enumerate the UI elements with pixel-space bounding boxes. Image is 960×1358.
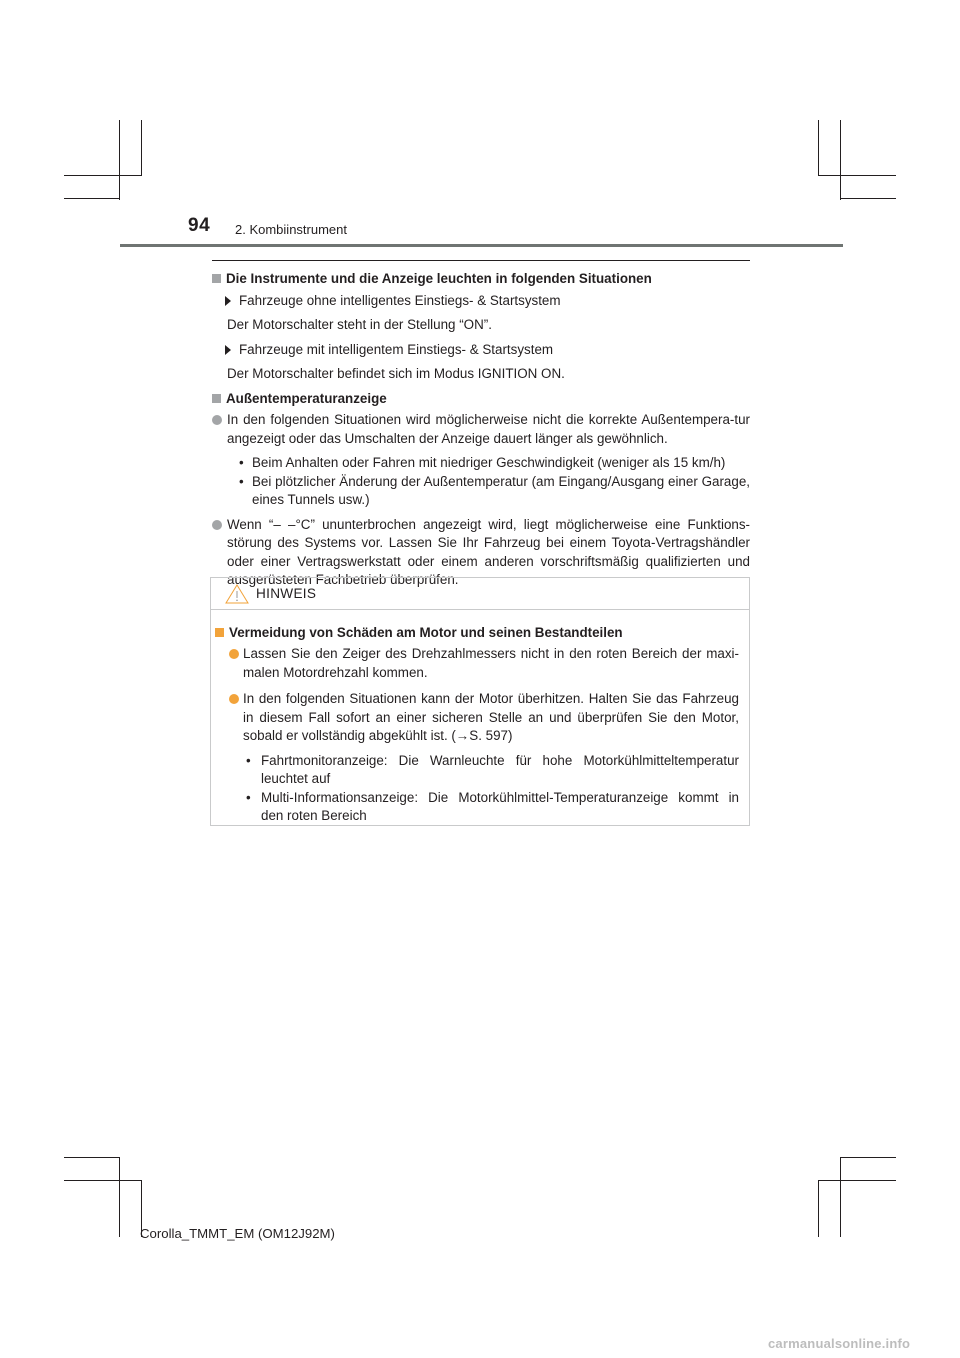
section-heading-illumination: Die Instrumente und die Anzeige leuchten in folgenden Situationen xyxy=(212,269,750,288)
header-rule xyxy=(120,244,843,247)
notice-body xyxy=(211,610,749,826)
vehicle-variant-label: Fahrzeuge ohne intelligentes Einstiegs- & Startsystem xyxy=(212,291,750,310)
crop-mark xyxy=(64,1180,142,1181)
list-item: • Fahrtmonitoranzeige: Die Warnleuchte für hohe Motorkühlmitteltemperatur leuchtet auf xyxy=(246,752,739,786)
vehicle-variant-label: Fahrzeuge mit intelligentem Einstiegs- & Startsystem xyxy=(212,340,750,359)
round-bullet-icon xyxy=(212,415,222,425)
list-item: • Bei plötzlicher Änderung der Außentemperatur (am Eingang/Ausgang einer Garage, eines Tunnels usw.) xyxy=(239,473,750,507)
crop-mark xyxy=(141,120,142,175)
dot-marker-icon: • xyxy=(239,473,244,489)
notice-header xyxy=(211,578,749,610)
dot-marker-icon: • xyxy=(239,455,244,470)
sub-list xyxy=(215,752,739,826)
crop-mark xyxy=(818,175,896,176)
bullet-item: Lassen Sie den Zeiger des Drehzahlmessers nicht in den roten Bereich der maxi-malen Motordrehzahl kommen. xyxy=(215,645,739,682)
list-item: • Beim Anhalten oder Fahren mit niedriger Geschwindigkeit (weniger als 15 km/h) xyxy=(212,454,750,473)
crop-mark xyxy=(64,1157,120,1158)
crop-mark xyxy=(818,1180,819,1237)
list-item: • Multi-Informationsanzeige: Die Motorkühlmittel-Temperaturanzeige kommt in den roten Bereich xyxy=(246,789,739,823)
warning-triangle-icon xyxy=(225,584,249,604)
crop-mark xyxy=(119,120,120,200)
watermark: carmanualsonline.info xyxy=(768,1336,911,1351)
crop-mark xyxy=(818,1180,896,1181)
bullet-item: Wenn “– –°C” ununterbrochen angezeigt wird, liegt möglicherweise eine Funktions-störung des Systems vor. Lassen Sie Ihr Fahrzeug bei einem Toyota-Vertragshändler oder einer Vertragswerkstatt oder einem anderen vorschriftsmäßig qualifizierten und ausgerüsteten Fachbetrieb überprüfen. xyxy=(212,516,750,590)
chapter-title: 2. Kombiinstrument xyxy=(235,222,347,237)
page-number: 94 xyxy=(188,215,211,236)
dot-marker-icon: • xyxy=(246,789,251,805)
section-heading-outside-temperature: Außentemperaturanzeige xyxy=(212,389,750,408)
triangle-arrow-icon xyxy=(225,345,231,355)
dot-marker-icon: • xyxy=(246,752,251,768)
document-id: Corolla_TMMT_EM (OM12J92M) xyxy=(140,1226,335,1241)
round-bullet-icon xyxy=(229,694,239,704)
square-bullet-icon xyxy=(212,394,221,403)
main-content xyxy=(212,260,750,595)
crop-mark xyxy=(64,198,120,199)
crop-mark xyxy=(840,1157,841,1237)
notice-title: HINWEIS xyxy=(256,586,317,601)
crop-mark xyxy=(840,1157,896,1158)
crop-mark xyxy=(840,120,841,200)
notice-box xyxy=(210,577,750,826)
round-bullet-icon xyxy=(212,520,222,530)
square-bullet-icon xyxy=(215,628,224,637)
paragraph: Der Motorschalter steht in der Stellung “ON”. xyxy=(227,317,492,332)
crop-mark xyxy=(840,198,896,199)
crop-mark xyxy=(64,175,142,176)
sub-list xyxy=(212,454,750,510)
paragraph: Der Motorschalter befindet sich im Modus IGNITION ON. xyxy=(227,366,565,381)
bullet-item: In den folgenden Situationen kann der Motor überhitzen. Halten Sie das Fahrzeug in diesem Fall sofort an einer sicheren Stelle an und überprüfen Sie den Motor, sobald er vollständig abgekühlt ist. (→S. 597) xyxy=(215,690,739,746)
bullet-item: In den folgenden Situationen wird möglicherweise nicht die korrekte Außentempera-tur angezeigt oder das Umschalten der Anzeige dauert länger als gewöhnlich. xyxy=(212,411,750,448)
crop-mark xyxy=(119,1157,120,1237)
notice-heading: Vermeidung von Schäden am Motor und seinen Bestandteilen xyxy=(215,623,739,642)
crop-mark xyxy=(818,120,819,175)
round-bullet-icon xyxy=(229,649,239,659)
square-bullet-icon xyxy=(212,274,221,283)
triangle-arrow-icon xyxy=(225,296,231,306)
